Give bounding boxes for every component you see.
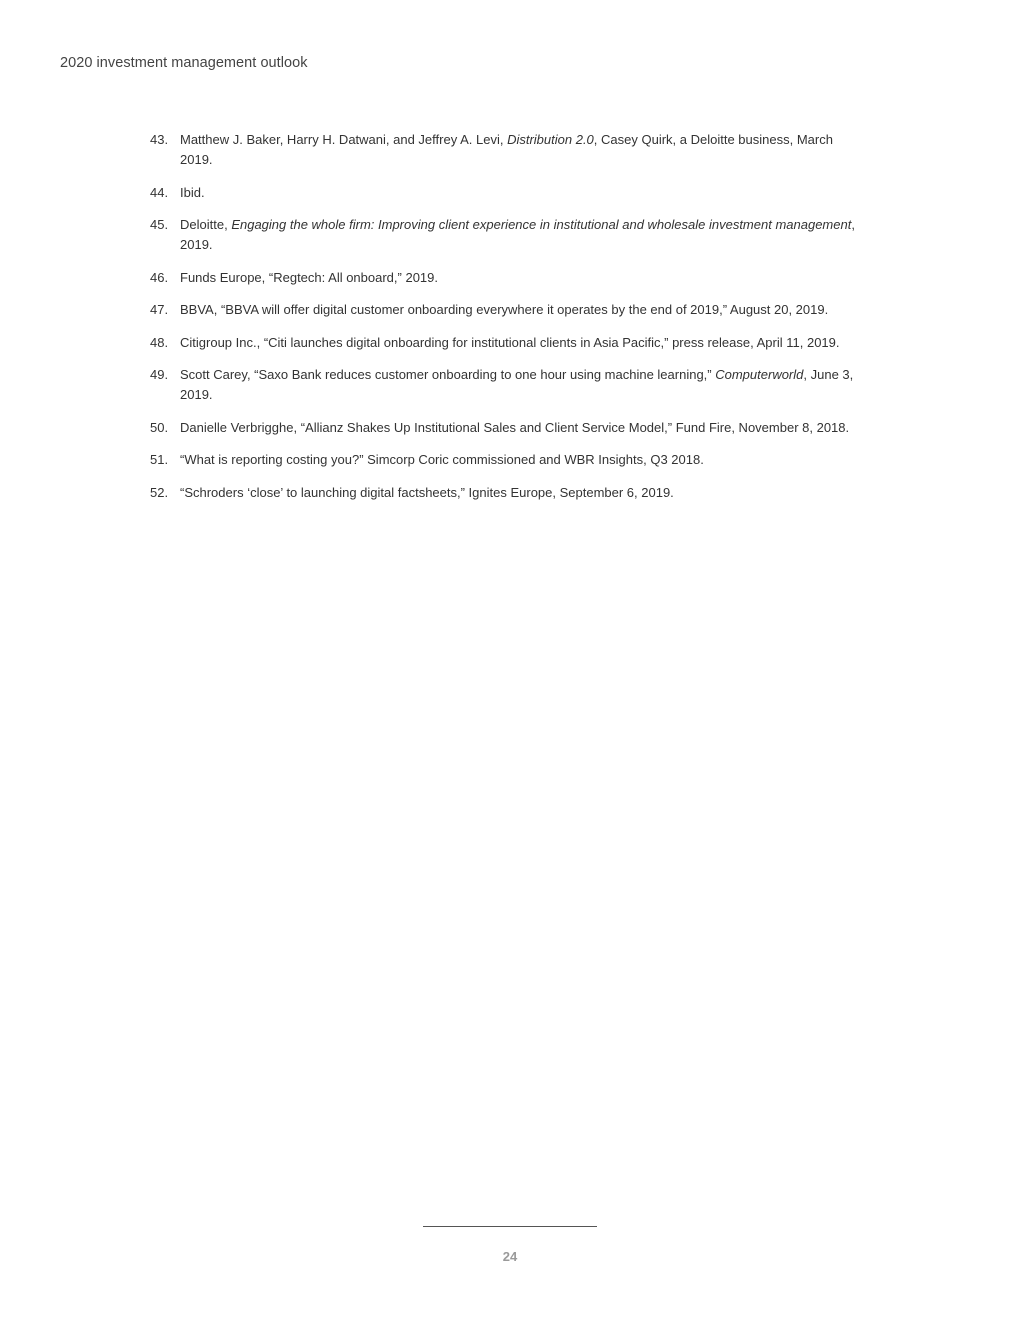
endnote-number: 52.	[150, 484, 169, 500]
endnotes-list	[148, 130, 858, 515]
endnote-text	[180, 132, 833, 167]
endnote-number: 50.	[150, 419, 169, 435]
endnote-italic-title: Distribution 2.0	[507, 132, 594, 147]
endnote-text-part: , June 3, 2019.	[180, 367, 854, 402]
endnote-text-part: Funds Europe, “Regtech: All onboard,” 2019.	[180, 269, 438, 285]
endnote-text	[180, 420, 849, 435]
endnote-number: 45.	[150, 217, 169, 232]
endnote-text-part: Scott Carey, “Saxo Bank reduces customer onboarding to one hour using machine learning,”	[180, 367, 716, 382]
endnote-number: 47.	[150, 302, 169, 317]
endnote-text-part: Deloitte,	[180, 217, 232, 232]
endnote-text-part: Citigroup Inc., “Citi launches digital onboarding for institutional clients in Asia Pacific,” press release, April 11, 2019.	[180, 334, 840, 350]
endnote-text	[180, 270, 438, 285]
endnote-text-part: “Schroders ‘close’ to launching digital factsheets,” Ignites Europe, September 6, 2019.	[180, 484, 674, 500]
endnote-text	[180, 302, 828, 317]
endnote-text-part: , 2019.	[180, 217, 855, 252]
endnote-43	[148, 130, 858, 170]
endnote-text-part: BBVA, “BBVA will offer digital customer onboarding everywhere it operates by the end of 2019,” August 20, 2019.	[180, 302, 829, 317]
endnote-52	[148, 483, 858, 503]
endnote-number: 46.	[150, 269, 169, 285]
endnote-49	[148, 365, 858, 405]
endnote-text	[180, 452, 704, 467]
endnote-italic-title: Engaging the whole firm: Improving client experience in institutional and wholesale investment management	[231, 217, 852, 232]
endnote-44	[148, 183, 858, 203]
page-number: 24	[502, 1249, 518, 1264]
endnote-number: 43.	[150, 132, 169, 147]
endnote-51	[148, 450, 858, 470]
endnote-number: 49.	[150, 367, 169, 382]
endnote-text-part: , Casey Quirk, a Deloitte business, March 2019.	[180, 132, 833, 167]
endnote-48	[148, 333, 858, 353]
endnote-50	[148, 418, 858, 438]
endnote-text	[180, 185, 205, 200]
endnote-45	[148, 215, 858, 255]
endnote-text	[180, 367, 853, 402]
endnote-text-part: Danielle Verbrigghe, “Allianz Shakes Up Institutional Sales and Client Service Model,” Fund Fire, November 8, 2018.	[180, 419, 850, 435]
endnote-number: 44.	[150, 184, 169, 200]
endnote-text-part: “What is reporting costing you?” Simcorp Coric commissioned and WBR Insights, Q3 2018.	[180, 452, 704, 467]
endnote-text-part: Matthew J. Baker, Harry H. Datwani, and Jeffrey A. Levi,	[180, 132, 508, 147]
running-header: 2020 investment management outlook	[60, 55, 308, 71]
endnote-46	[148, 268, 858, 288]
endnote-text-part: Ibid.	[180, 184, 205, 200]
endnote-italic-title: Computerworld	[715, 367, 804, 382]
endnote-47	[148, 300, 858, 320]
endnote-number: 48.	[150, 334, 169, 350]
endnote-text	[180, 217, 855, 252]
footer-divider	[423, 1226, 597, 1227]
endnote-text	[180, 485, 674, 500]
endnote-text	[180, 335, 840, 350]
endnote-number: 51.	[150, 452, 169, 467]
